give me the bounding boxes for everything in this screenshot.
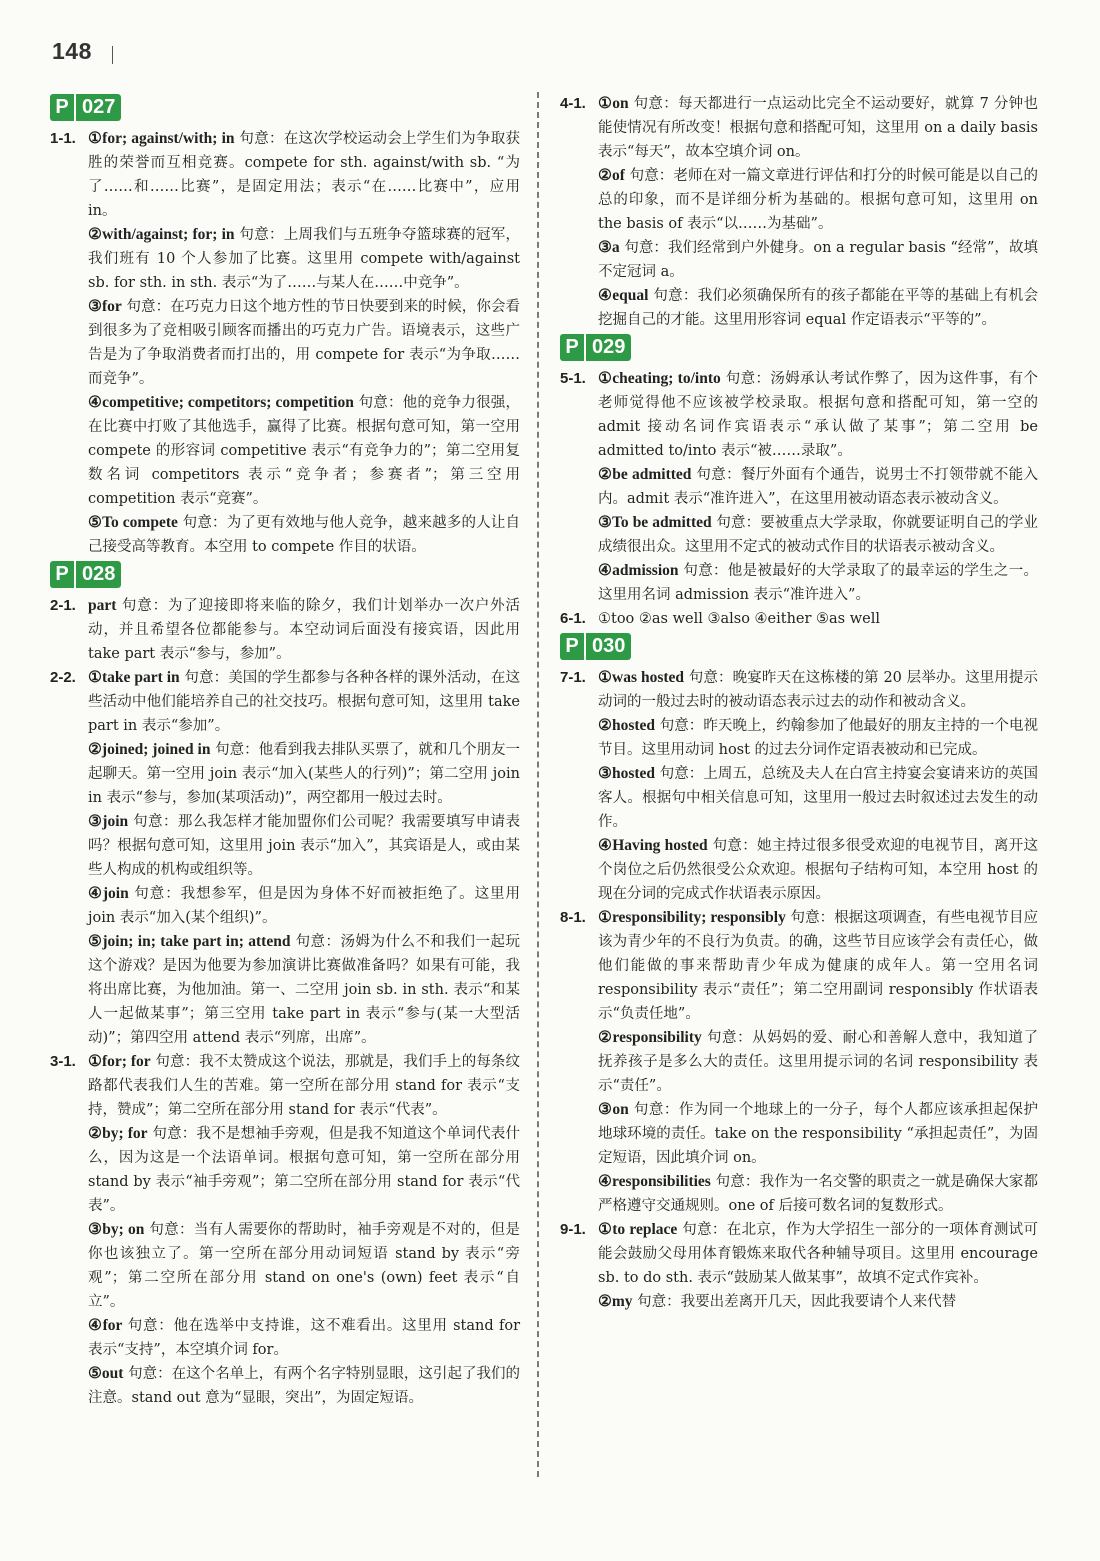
- answer-item: [598, 906, 1038, 1026]
- answer-item: [88, 1314, 520, 1362]
- answer-explanation: 句意：我们必须确保所有的孩子都能在平等的基础上有机会挖掘自己的才能。这里用形容词 equal 作定语表示“平等的”。: [598, 288, 1039, 328]
- answer-explanation: 句意：美国的学生都参与各种各样的课外活动，在这些活动中他们能培养自己的社交技巧。根据句意可知，这里用 take part in 表示“参加”。: [88, 670, 521, 734]
- answer-item: [598, 666, 1038, 714]
- answer-item: [598, 1290, 1038, 1314]
- answer-item: [88, 127, 520, 223]
- answer-item: [88, 1218, 520, 1314]
- answer-explanation: 句意：我要出差离开几天，因此我要请个人来代替: [637, 1294, 957, 1310]
- answer-item: [598, 1218, 1038, 1290]
- answer-item: [598, 559, 1038, 607]
- answer-key: ③on: [598, 1101, 629, 1118]
- question-block: [560, 666, 1038, 906]
- answer-explanation: 句意：汤姆为什么不和我们一起玩这个游戏？是因为他要为参加演讲比赛做准备吗？如果有可能，我将出席比赛，为他加油。第一、二空用 join sb. in sth. 表示“和某人一起做某事”；第三空用 take part in 表示“参与(某一大型活动)”；第四空用 attend 表示“列席，出席”。: [88, 934, 521, 1046]
- answer-explanation: 句意：在这次学校运动会上学生们为争取获胜的荣誉而互相竞赛。compete for sth. against/with sb. “为了……和……比赛”，是固定用法；表示“在……比赛中”，应用 in。: [88, 131, 521, 219]
- section-badge-number: 027: [76, 94, 121, 121]
- answer-key: ①on: [598, 95, 629, 112]
- answer-key: ②by; for: [88, 1125, 148, 1142]
- answer-key: ①was hosted: [598, 669, 685, 686]
- answer-explanation: 句意：他是被最好的大学录取了的最幸运的学生之一。这里用名词 admission 表示“准许进入”。: [598, 563, 1039, 603]
- answer-item: [88, 295, 520, 391]
- question-body: [598, 666, 1038, 906]
- answer-item: [598, 1098, 1038, 1170]
- left-column: [50, 92, 520, 1410]
- answer-item: [598, 762, 1038, 834]
- answer-list: ①too ②as well ③also ④either ⑤as well: [598, 611, 880, 627]
- answer-explanation: 句意：我不太赞成这个说法，那就是，我们手上的每条纹路都代表我们人生的苦难。第一空所在部分用 stand for 表示“支持，赞成”；第二空所在部分用 stand for 表示“代表”。: [88, 1054, 521, 1118]
- question-block: [560, 1218, 1038, 1314]
- section-badge-number: 028: [76, 561, 121, 588]
- answer-item: [88, 391, 520, 511]
- answer-explanation: 句意：作为同一个地球上的一分子，每个人都应该承担起保护地球环境的责任。take on the responsibility “承担起责任”，为固定短语，因此填介词 on。: [598, 1102, 1039, 1166]
- answer-item: [88, 810, 520, 882]
- answer-item: [88, 882, 520, 930]
- answer-explanation: 句意：为了迎接即将来临的除夕，我们计划举办一次户外活动，并且希望各位都能参与。本空动词后面没有接宾语，因此用 take part 表示“参与，参加”。: [88, 598, 521, 662]
- column-divider: [537, 92, 539, 1477]
- question-block: [50, 666, 520, 1050]
- answer-key: ⑤To compete: [88, 514, 178, 531]
- answer-key: ⑤join; in; take part in; attend: [88, 933, 291, 950]
- question-number: 6-1.: [560, 610, 586, 627]
- answer-item: [88, 1050, 520, 1122]
- answer-item: [598, 164, 1038, 236]
- answer-explanation: 句意：那么我怎样才能加盟你们公司呢？我需要填写申请表吗？根据句意可知，这里用 join 表示“加入”，其宾语是人，或由某些人构成的机构或组织等。: [88, 814, 521, 878]
- question-number: 5-1.: [560, 370, 586, 387]
- answer-key: ①responsibility; responsibly: [598, 909, 786, 926]
- answer-item: [598, 714, 1038, 762]
- answer-explanation: 句意：汤姆承认考试作弊了，因为这件事，有个老师觉得他不应该被学校录取。根据句意和搭配可知，第一空的 admit 接动名词作宾语表示“承认做了某事”；第二空用 be admitted to/into 表示“被……录取”。: [598, 371, 1038, 459]
- answer-explanation: 句意：我不是想袖手旁观，但是我不知道这个单词代表什么，因为这是一个法语单词。根据句意可知，第一空所在部分用 stand by 表示“袖手旁观”；第二空所在部分用 stand for 表示“代表”。: [88, 1126, 521, 1214]
- section-badge-number: 030: [586, 633, 631, 660]
- answer-item: [598, 92, 1038, 164]
- question-block: [560, 906, 1038, 1218]
- question-number: 9-1.: [560, 1221, 586, 1238]
- question-body: [598, 906, 1038, 1218]
- answer-key: ②joined; joined in: [88, 741, 211, 758]
- answer-key: ③join: [88, 813, 129, 830]
- answer-item: [598, 1026, 1038, 1098]
- answer-key: ①for; against/with; in: [88, 130, 235, 147]
- answer-key: ②responsibility: [598, 1029, 702, 1046]
- answer-explanation: 句意：我想参军，但是因为身体不好而被拒绝了。这里用 join 表示“加入(某个组织)”。: [88, 886, 521, 926]
- answer-explanation: 句意：她主持过很多很受欢迎的电视节目，离开这个岗位之后仍然很受公众欢迎。根据句子结构可知，本空用 host 的现在分词的完成式作状语表示原因。: [598, 838, 1039, 902]
- section-badge-p: P: [50, 561, 74, 588]
- question-number: 8-1.: [560, 909, 586, 926]
- answer-key: ②be admitted: [598, 466, 692, 483]
- question-number: 3-1.: [50, 1053, 76, 1070]
- answer-explanation: 句意：餐厅外面有个通告，说男士不打领带就不能入内。admit 表示“准许进入”，在这里用被动语态表示被动含义。: [598, 467, 1039, 507]
- answer-key: ②of: [598, 167, 625, 184]
- answer-item: [598, 1170, 1038, 1218]
- answer-key: ①cheating; to/into: [598, 370, 721, 387]
- answer-explanation: 句意：他在选举中支持谁，这不难看出。这里用 stand for 表示“支持”，本空填介词 for。: [88, 1318, 521, 1358]
- answer-explanation: 句意：老师在对一篇文章进行评估和打分的时候可能是以自己的总的印象，而不是详细分析为基础的。根据句意可知，这里用 on the basis of 表示“以……为基础”。: [598, 168, 1039, 232]
- question-body: [88, 127, 520, 559]
- answer-explanation: 句意：在这个名单上，有两个名字特别显眼，这引起了我们的注意。stand out 意为“显眼，突出”，为固定短语。: [88, 1366, 521, 1406]
- question-body: [88, 594, 520, 666]
- question-body: [88, 666, 520, 1050]
- answer-item: [88, 1362, 520, 1410]
- section-badge-p: P: [50, 94, 74, 121]
- section-badge: [50, 561, 121, 588]
- answer-item: [88, 594, 520, 666]
- answer-key: ④for: [88, 1317, 123, 1334]
- question-number: 7-1.: [560, 669, 586, 686]
- answer-explanation: 句意：根据这项调查，有些电视节目应该为青少年的不良行为负责。的确，这些节目应该学会有责任心，做他们能做的事来帮助青少年成为健康的成年人。第一空用名词 responsibility 表示“责任”；第二空用副词 responsibly 作状语表示“负责任地”。: [598, 910, 1039, 1022]
- answer-key: ④responsibilities: [598, 1173, 711, 1190]
- answer-key: part: [88, 597, 117, 614]
- answer-key: ⑤out: [88, 1365, 124, 1382]
- question-body: [598, 607, 1038, 631]
- question-body: [598, 367, 1038, 607]
- answer-key: ③hosted: [598, 765, 656, 782]
- question-number: 4-1.: [560, 95, 586, 112]
- answer-item: [598, 284, 1038, 332]
- right-column: [560, 92, 1038, 1314]
- question-block: [50, 127, 520, 559]
- answer-explanation: 句意：当有人需要你的帮助时，袖手旁观是不对的，但是你也该独立了。第一空所在部分用动词短语 stand by 表示“旁观”；第二空所在部分用 stand on one's (own) feet 表示“自立”。: [88, 1222, 520, 1310]
- answer-explanation: 句意：要被重点大学录取，你就要证明自己的学业成绩很出众。这里用不定式的被动式作目的状语表示被动含义。: [598, 515, 1039, 555]
- answer-explanation: 句意：我作为一名交警的职责之一就是确保大家都严格遵守交通规则。one of 后接可数名词的复数形式。: [598, 1174, 1039, 1214]
- question-block: [50, 1050, 520, 1410]
- answer-key: ③a: [598, 239, 620, 256]
- answer-key: ②my: [598, 1293, 633, 1310]
- answer-explanation: 句意：在巧克力日这个地方性的节日快要到来的时候，你会看到很多为了竞相吸引顾客而播出的巧克力广告。语境表示，这些广告是为了争取消费者而打出的，用 compete for 表示“为争取……而竞争”。: [88, 299, 521, 387]
- question-body: [598, 1218, 1038, 1314]
- answer-explanation: 句意：从妈妈的爱、耐心和善解人意中，我知道了抚养孩子是多么大的责任。这里用提示词的名词 responsibility 表示“责任”。: [598, 1030, 1039, 1094]
- section-badge-p: P: [560, 334, 584, 361]
- answer-key: ③for: [88, 298, 122, 315]
- answer-key: ①to replace: [598, 1221, 678, 1238]
- answer-key: ④admission: [598, 562, 679, 579]
- answer-item: [88, 223, 520, 295]
- answer-item: [88, 511, 520, 559]
- question-number: 2-2.: [50, 669, 76, 686]
- question-block: [560, 607, 1038, 631]
- answer-key: ②hosted: [598, 717, 656, 734]
- answer-key: ①for; for: [88, 1053, 151, 1070]
- section-badge: [50, 94, 121, 121]
- answer-key: ③To be admitted: [598, 514, 712, 531]
- question-block: [50, 594, 520, 666]
- answer-key: ④competitive; competitors; competition: [88, 394, 354, 411]
- question-body: [598, 92, 1038, 332]
- page-number-divider: [112, 46, 113, 64]
- answer-explanation: 句意：晚宴昨天在这栋楼的第 20 层举办。这里用提示动词的一般过去时的被动语态表示过去的动作和被动含义。: [598, 670, 1039, 710]
- answer-key: ④Having hosted: [598, 837, 708, 854]
- answer-item: [88, 930, 520, 1050]
- answer-explanation: 句意：在北京，作为大学招生一部分的一项体育测试可能会鼓励父母用体育锻炼来取代各种辅导项目。这里用 encourage sb. to do sth. 表示“鼓励某人做某事”，故填不定式作宾补。: [598, 1222, 1039, 1286]
- answer-explanation: 句意：每天都进行一点运动比完全不运动要好，就算 7 分钟也能使情况有所改变！根据句意和搭配可知，这里用 on a daily basis 表示“每天”，故本空填介词 on。: [598, 96, 1038, 160]
- answer-explanation: 句意：昨天晚上，约翰参加了他最好的朋友主持的一个电视节目。这里用动词 host 的过去分词作定语表被动和已完成。: [598, 718, 1039, 758]
- answer-explanation: 句意：上周五，总统及夫人在白宫主持宴会宴请来访的英国客人。根据句中相关信息可知，这里用一般过去时叙述过去发生的动作。: [598, 766, 1039, 830]
- answer-key: ④equal: [598, 287, 649, 304]
- answer-explanation: 句意：他的竞争力很强，在比赛中打败了其他选手，赢得了比赛。根据句意可知，第一空用 compete 的形容词 competitive 表示“有竞争力的”；第二空用复数名词 competitors 表示“竞争者；参赛者”；第三空用 competition 表示“竞赛”。: [88, 395, 520, 507]
- question-number: 2-1.: [50, 597, 76, 614]
- section-badge-number: 029: [586, 334, 631, 361]
- section-badge: [560, 334, 631, 361]
- answer-explanation: 句意：为了更有效地与他人竞争，越来越多的人让自己接受高等教育。本空用 to compete 作目的状语。: [88, 515, 521, 555]
- answer-key: ①take part in: [88, 669, 180, 686]
- answer-item: [88, 1122, 520, 1218]
- section-badge: [560, 633, 631, 660]
- answer-key: ③by; on: [88, 1221, 145, 1238]
- answer-item: [598, 834, 1038, 906]
- answer-item: [88, 738, 520, 810]
- answer-explanation: 句意：上周我们与五班争夺篮球赛的冠军，我们班有 10 个人参加了比赛。这里用 compete with/against sb. for sth. in sth. 表示“为了……与某人在……中竞争”。: [88, 227, 521, 291]
- answer-key: ④join: [88, 885, 129, 902]
- answer-explanation: 句意：我们经常到户外健身。on a regular basis “经常”，故填不定冠词 a。: [598, 240, 1038, 280]
- question-block: [560, 92, 1038, 332]
- question-body: [88, 1050, 520, 1410]
- answer-item: [598, 511, 1038, 559]
- answer-item: [88, 666, 520, 738]
- question-block: [560, 367, 1038, 607]
- answer-item: [598, 367, 1038, 463]
- page-number: 148: [52, 38, 92, 64]
- answer-item: [598, 236, 1038, 284]
- answer-item: [598, 463, 1038, 511]
- answer-key: ②with/against; for; in: [88, 226, 235, 243]
- question-number: 1-1.: [50, 130, 76, 147]
- section-badge-p: P: [560, 633, 584, 660]
- answer-explanation: 句意：他看到我去排队买票了，就和几个朋友一起聊天。第一空用 join 表示“加入(某些人的行列)”；第二空用 join in 表示“参与，参加(某项活动)”，两空都用一般过去时。: [88, 742, 521, 806]
